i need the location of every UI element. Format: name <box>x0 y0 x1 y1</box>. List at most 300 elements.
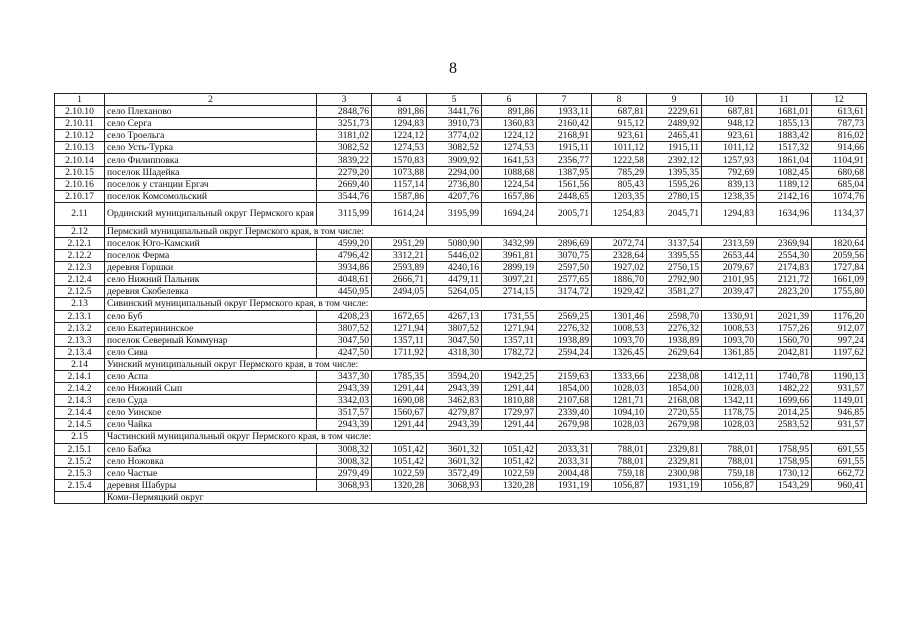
value-cell: 4267,13 <box>427 310 482 322</box>
value-cell: 1482,22 <box>757 383 812 395</box>
section-row <box>55 358 867 370</box>
value-cell: 1056,87 <box>592 479 647 491</box>
value-cell: 1190,13 <box>812 370 867 382</box>
value-cell: 2294,00 <box>427 166 482 178</box>
table-row <box>55 166 867 178</box>
value-cell: 1861,04 <box>757 154 812 166</box>
value-cell: 891,86 <box>372 106 427 118</box>
value-cell: 4279,87 <box>427 407 482 419</box>
value-cell: 3251,73 <box>317 118 372 130</box>
column-header: 10 <box>702 94 757 106</box>
value-cell: 2679,98 <box>647 419 702 431</box>
value-cell: 1933,11 <box>537 106 592 118</box>
table-row <box>55 237 867 249</box>
column-header: 2 <box>105 94 317 106</box>
value-cell: 1294,83 <box>702 202 757 225</box>
value-cell: 1291,44 <box>372 419 427 431</box>
value-cell: 1008,53 <box>592 322 647 334</box>
settlement-name-cell: поселок Шадейка <box>105 166 317 178</box>
value-cell: 2943,39 <box>317 419 372 431</box>
row-code-cell: 2.12.1 <box>55 237 105 249</box>
value-cell: 3047,50 <box>427 334 482 346</box>
value-cell: 1176,20 <box>812 310 867 322</box>
settlement-name-cell: село Серга <box>105 118 317 130</box>
value-cell: 2598,70 <box>647 310 702 322</box>
row-code-cell: 2.12.5 <box>55 286 105 298</box>
value-cell: 1134,37 <box>812 202 867 225</box>
value-cell: 1757,26 <box>757 322 812 334</box>
settlement-name-cell: село Нижний Сып <box>105 383 317 395</box>
column-header: 12 <box>812 94 867 106</box>
value-cell: 1942,25 <box>482 370 537 382</box>
value-cell: 4048,61 <box>317 274 372 286</box>
value-cell: 3807,52 <box>317 322 372 334</box>
table-row <box>55 190 867 202</box>
column-header: 3 <box>317 94 372 106</box>
value-cell: 1931,19 <box>647 479 702 491</box>
value-cell: 5080,90 <box>427 237 482 249</box>
value-cell: 915,12 <box>592 118 647 130</box>
table-row <box>55 455 867 467</box>
value-cell: 1681,01 <box>757 106 812 118</box>
value-cell: 3195,99 <box>427 202 482 225</box>
value-cell: 1758,95 <box>757 443 812 455</box>
value-cell: 2160,42 <box>537 118 592 130</box>
value-cell: 1088,68 <box>482 166 537 178</box>
settlement-name-cell: поселок Юго-Камский <box>105 237 317 249</box>
value-cell: 1560,70 <box>757 334 812 346</box>
value-cell: 2004,48 <box>537 467 592 479</box>
value-cell: 2329,81 <box>647 455 702 467</box>
value-cell: 2059,56 <box>812 250 867 262</box>
value-cell: 1257,93 <box>702 154 757 166</box>
value-cell: 3008,32 <box>317 455 372 467</box>
value-cell: 2238,08 <box>647 370 702 382</box>
value-cell: 3934,86 <box>317 262 372 274</box>
settlement-name-cell: поселок Ферма <box>105 250 317 262</box>
table-row <box>55 274 867 286</box>
table-row <box>55 250 867 262</box>
value-cell: 1360,83 <box>482 118 537 130</box>
value-cell: 3594,20 <box>427 370 482 382</box>
value-cell: 4479,11 <box>427 274 482 286</box>
value-cell: 3082,52 <box>317 142 372 154</box>
column-header: 4 <box>372 94 427 106</box>
value-cell: 3432,99 <box>482 237 537 249</box>
value-cell: 3601,32 <box>427 443 482 455</box>
row-code-cell: 2.12.2 <box>55 250 105 262</box>
value-cell: 2033,31 <box>537 443 592 455</box>
value-cell: 4318,30 <box>427 346 482 358</box>
settlement-name-cell: село Буб <box>105 310 317 322</box>
value-cell: 1051,42 <box>372 455 427 467</box>
value-cell: 1699,66 <box>757 395 812 407</box>
value-cell: 3437,30 <box>317 370 372 382</box>
row-code-cell: 2.13.1 <box>55 310 105 322</box>
row-code-cell: 2.10.15 <box>55 166 105 178</box>
value-cell: 1641,53 <box>482 154 537 166</box>
value-cell: 759,18 <box>702 467 757 479</box>
value-cell: 1222,58 <box>592 154 647 166</box>
section-row <box>55 431 867 443</box>
value-cell: 785,29 <box>592 166 647 178</box>
table-row <box>55 154 867 166</box>
value-cell: 3601,32 <box>427 455 482 467</box>
value-cell: 4450,95 <box>317 286 372 298</box>
row-code-cell: 2.13.4 <box>55 346 105 358</box>
value-cell: 3544,76 <box>317 190 372 202</box>
value-cell: 3462,83 <box>427 395 482 407</box>
value-cell: 2943,39 <box>427 383 482 395</box>
value-cell: 3581,27 <box>647 286 702 298</box>
value-cell: 1855,13 <box>757 118 812 130</box>
value-cell: 946,85 <box>812 407 867 419</box>
value-cell: 1157,14 <box>372 178 427 190</box>
value-cell: 5446,02 <box>427 250 482 262</box>
value-cell: 4599,20 <box>317 237 372 249</box>
value-cell: 1291,44 <box>372 383 427 395</box>
row-code-cell: 2.10.12 <box>55 130 105 142</box>
value-cell: 960,41 <box>812 479 867 491</box>
value-cell: 680,68 <box>812 166 867 178</box>
value-cell: 2593,89 <box>372 262 427 274</box>
settlement-name-cell: село Филипповка <box>105 154 317 166</box>
value-cell: 1082,45 <box>757 166 812 178</box>
table-row <box>55 383 867 395</box>
value-cell: 1178,75 <box>702 407 757 419</box>
value-cell: 2666,71 <box>372 274 427 286</box>
value-cell: 2679,98 <box>537 419 592 431</box>
settlement-name-cell: село Плеханово <box>105 106 317 118</box>
settlement-name-cell: село Нижний Пальник <box>105 274 317 286</box>
value-cell: 2597,50 <box>537 262 592 274</box>
value-cell: 1560,67 <box>372 407 427 419</box>
value-cell: 788,01 <box>592 443 647 455</box>
row-code-cell: 2.12 <box>55 225 105 237</box>
value-cell: 2899,19 <box>482 262 537 274</box>
value-cell: 1395,35 <box>647 166 702 178</box>
table-row <box>55 118 867 130</box>
row-code-cell: 2.15.4 <box>55 479 105 491</box>
value-cell: 1587,86 <box>372 190 427 202</box>
value-cell: 3312,21 <box>372 250 427 262</box>
value-cell: 1915,11 <box>647 142 702 154</box>
row-code-cell: 2.14 <box>55 358 105 370</box>
value-cell: 2045,71 <box>647 202 702 225</box>
value-cell: 1320,28 <box>482 479 537 491</box>
column-header: 8 <box>592 94 647 106</box>
settlement-name-cell: село Усть-Турка <box>105 142 317 154</box>
value-cell: 2042,81 <box>757 346 812 358</box>
value-cell: 787,73 <box>812 118 867 130</box>
table-row <box>55 479 867 491</box>
value-cell: 3807,52 <box>427 322 482 334</box>
value-cell: 2489,92 <box>647 118 702 130</box>
section-row <box>55 298 867 310</box>
value-cell: 3910,73 <box>427 118 482 130</box>
value-cell: 2823,20 <box>757 286 812 298</box>
column-header: 5 <box>427 94 482 106</box>
row-code-cell: 2.14.1 <box>55 370 105 382</box>
row-code-cell: 2.10.11 <box>55 118 105 130</box>
value-cell: 948,12 <box>702 118 757 130</box>
value-cell: 3181,02 <box>317 130 372 142</box>
value-cell: 2142,16 <box>757 190 812 202</box>
value-cell: 2033,31 <box>537 455 592 467</box>
row-code-cell: 2.13.3 <box>55 334 105 346</box>
value-cell: 662,72 <box>812 467 867 479</box>
value-cell: 1203,35 <box>592 190 647 202</box>
value-cell: 3342,03 <box>317 395 372 407</box>
row-code-cell: 2.13 <box>55 298 105 310</box>
value-cell: 1281,71 <box>592 395 647 407</box>
value-cell: 1938,89 <box>647 334 702 346</box>
value-cell: 1051,42 <box>482 443 537 455</box>
settlement-name-cell: село Ножовка <box>105 455 317 467</box>
row-code-cell: 2.10.14 <box>55 154 105 166</box>
value-cell: 1785,35 <box>372 370 427 382</box>
value-cell: 3909,92 <box>427 154 482 166</box>
value-cell: 2356,77 <box>537 154 592 166</box>
value-cell: 1730,12 <box>757 467 812 479</box>
value-cell: 2583,52 <box>757 419 812 431</box>
value-cell: 1727,84 <box>812 262 867 274</box>
value-cell: 1342,11 <box>702 395 757 407</box>
value-cell: 2121,72 <box>757 274 812 286</box>
value-cell: 923,61 <box>592 130 647 142</box>
value-cell: 1731,55 <box>482 310 537 322</box>
value-cell: 1271,94 <box>482 322 537 334</box>
value-cell: 1073,88 <box>372 166 427 178</box>
row-code-cell <box>55 491 105 503</box>
value-cell: 1543,29 <box>757 479 812 491</box>
value-cell: 1022,59 <box>482 467 537 479</box>
value-cell: 1022,59 <box>372 467 427 479</box>
value-cell: 2653,44 <box>702 250 757 262</box>
value-cell: 3961,81 <box>482 250 537 262</box>
row-code-cell: 2.14.2 <box>55 383 105 395</box>
value-cell: 1149,01 <box>812 395 867 407</box>
value-cell: 1361,85 <box>702 346 757 358</box>
value-cell: 687,81 <box>592 106 647 118</box>
settlement-name-cell: деревня Шабуры <box>105 479 317 491</box>
value-cell: 3068,93 <box>427 479 482 491</box>
value-cell: 931,57 <box>812 419 867 431</box>
value-cell: 1740,78 <box>757 370 812 382</box>
row-code-cell: 2.14.5 <box>55 419 105 431</box>
value-cell: 4247,50 <box>317 346 372 358</box>
value-cell: 1028,03 <box>702 419 757 431</box>
column-header: 6 <box>482 94 537 106</box>
value-cell: 1883,42 <box>757 130 812 142</box>
value-cell: 1011,12 <box>592 142 647 154</box>
table-row <box>55 130 867 142</box>
value-cell: 1074,76 <box>812 190 867 202</box>
value-cell: 891,86 <box>482 106 537 118</box>
value-cell: 2101,95 <box>702 274 757 286</box>
value-cell: 1104,91 <box>812 154 867 166</box>
value-cell: 1810,88 <box>482 395 537 407</box>
value-cell: 3097,21 <box>482 274 537 286</box>
value-cell: 3008,32 <box>317 443 372 455</box>
table-row <box>55 202 867 225</box>
value-cell: 1782,72 <box>482 346 537 358</box>
value-cell: 613,61 <box>812 106 867 118</box>
value-cell: 1661,09 <box>812 274 867 286</box>
value-cell: 1357,11 <box>372 334 427 346</box>
value-cell: 792,69 <box>702 166 757 178</box>
value-cell: 3395,55 <box>647 250 702 262</box>
value-cell: 3047,50 <box>317 334 372 346</box>
value-cell: 2569,25 <box>537 310 592 322</box>
column-header: 9 <box>647 94 702 106</box>
value-cell: 1224,12 <box>372 130 427 142</box>
value-cell: 1028,03 <box>702 383 757 395</box>
value-cell: 1931,19 <box>537 479 592 491</box>
value-cell: 1271,94 <box>372 322 427 334</box>
value-cell: 3115,99 <box>317 202 372 225</box>
settlement-name-cell: село Троельга <box>105 130 317 142</box>
settlement-name-cell: село Частые <box>105 467 317 479</box>
value-cell: 687,81 <box>702 106 757 118</box>
row-code-cell: 2.10.10 <box>55 106 105 118</box>
value-cell: 2848,76 <box>317 106 372 118</box>
value-cell: 4240,16 <box>427 262 482 274</box>
value-cell: 1274,53 <box>482 142 537 154</box>
value-cell: 1614,24 <box>372 202 427 225</box>
value-cell: 4208,23 <box>317 310 372 322</box>
row-code-cell: 2.14.4 <box>55 407 105 419</box>
value-cell: 1387,95 <box>537 166 592 178</box>
table-row <box>55 310 867 322</box>
settlement-name-cell: деревня Скобелевка <box>105 286 317 298</box>
value-cell: 1755,80 <box>812 286 867 298</box>
value-cell: 3572,49 <box>427 467 482 479</box>
value-cell: 1938,89 <box>537 334 592 346</box>
value-cell: 3839,22 <box>317 154 372 166</box>
value-cell: 2951,29 <box>372 237 427 249</box>
value-cell: 931,57 <box>812 383 867 395</box>
value-cell: 1238,35 <box>702 190 757 202</box>
tariff-table <box>54 93 867 504</box>
value-cell: 2465,41 <box>647 130 702 142</box>
value-cell: 1690,08 <box>372 395 427 407</box>
value-cell: 2577,65 <box>537 274 592 286</box>
value-cell: 1929,42 <box>592 286 647 298</box>
table-row <box>55 178 867 190</box>
value-cell: 1224,54 <box>482 178 537 190</box>
value-cell: 1028,03 <box>592 383 647 395</box>
value-cell: 1561,56 <box>537 178 592 190</box>
value-cell: 912,07 <box>812 322 867 334</box>
value-cell: 914,66 <box>812 142 867 154</box>
table-row <box>55 142 867 154</box>
value-cell: 1330,91 <box>702 310 757 322</box>
value-cell: 2039,47 <box>702 286 757 298</box>
value-cell: 2276,32 <box>537 322 592 334</box>
value-cell: 1011,12 <box>702 142 757 154</box>
value-cell: 1333,66 <box>592 370 647 382</box>
value-cell: 1694,24 <box>482 202 537 225</box>
table-row <box>55 334 867 346</box>
value-cell: 2168,91 <box>537 130 592 142</box>
value-cell: 759,18 <box>592 467 647 479</box>
value-cell: 3082,52 <box>427 142 482 154</box>
value-cell: 2328,64 <box>592 250 647 262</box>
value-cell: 4796,42 <box>317 250 372 262</box>
value-cell: 1886,70 <box>592 274 647 286</box>
value-cell: 923,61 <box>702 130 757 142</box>
value-cell: 839,13 <box>702 178 757 190</box>
value-cell: 1854,00 <box>537 383 592 395</box>
settlement-name-cell: село Сива <box>105 346 317 358</box>
value-cell: 2448,65 <box>537 190 592 202</box>
value-cell: 1672,65 <box>372 310 427 322</box>
value-cell: 2896,69 <box>537 237 592 249</box>
row-code-cell: 2.14.3 <box>55 395 105 407</box>
value-cell: 2005,71 <box>537 202 592 225</box>
value-cell: 805,43 <box>592 178 647 190</box>
value-cell: 2313,59 <box>702 237 757 249</box>
section-title-cell: Уинский муниципальный округ Пермского края, в том числе: <box>105 358 867 370</box>
column-header: 1 <box>55 94 105 106</box>
value-cell: 2329,81 <box>647 443 702 455</box>
value-cell: 2669,40 <box>317 178 372 190</box>
value-cell: 2021,39 <box>757 310 812 322</box>
value-cell: 2594,24 <box>537 346 592 358</box>
value-cell: 788,01 <box>592 455 647 467</box>
value-cell: 2107,68 <box>537 395 592 407</box>
value-cell: 3441,76 <box>427 106 482 118</box>
section-title-cell: Пермский муниципальный округ Пермского края, в том числе: <box>105 225 867 237</box>
settlement-name-cell: Ординский муниципальный округ Пермского края <box>105 202 317 225</box>
value-cell: 2159,63 <box>537 370 592 382</box>
table-row <box>55 262 867 274</box>
table-row <box>55 346 867 358</box>
value-cell: 1189,12 <box>757 178 812 190</box>
settlement-name-cell: поселок у станции Ергач <box>105 178 317 190</box>
value-cell: 2943,39 <box>427 419 482 431</box>
settlement-name-cell: село Бабка <box>105 443 317 455</box>
row-code-cell: 2.15.1 <box>55 443 105 455</box>
value-cell: 2369,94 <box>757 237 812 249</box>
table-row <box>55 443 867 455</box>
row-code-cell: 2.15.2 <box>55 455 105 467</box>
settlement-name-cell: село Уинское <box>105 407 317 419</box>
value-cell: 2554,30 <box>757 250 812 262</box>
table-row <box>55 286 867 298</box>
value-cell: 1008,53 <box>702 322 757 334</box>
value-cell: 2072,74 <box>592 237 647 249</box>
value-cell: 1051,42 <box>372 443 427 455</box>
value-cell: 2339,40 <box>537 407 592 419</box>
row-code-cell: 2.15 <box>55 431 105 443</box>
value-cell: 2174,83 <box>757 262 812 274</box>
column-header: 11 <box>757 94 812 106</box>
value-cell: 2780,15 <box>647 190 702 202</box>
value-cell: 1274,53 <box>372 142 427 154</box>
value-cell: 4207,76 <box>427 190 482 202</box>
value-cell: 788,01 <box>702 455 757 467</box>
value-cell: 1357,11 <box>482 334 537 346</box>
value-cell: 1326,45 <box>592 346 647 358</box>
value-cell: 1595,26 <box>647 178 702 190</box>
value-cell: 2714,15 <box>482 286 537 298</box>
value-cell: 2720,55 <box>647 407 702 419</box>
value-cell: 3070,75 <box>537 250 592 262</box>
settlement-name-cell: село Чайка <box>105 419 317 431</box>
value-cell: 2792,90 <box>647 274 702 286</box>
